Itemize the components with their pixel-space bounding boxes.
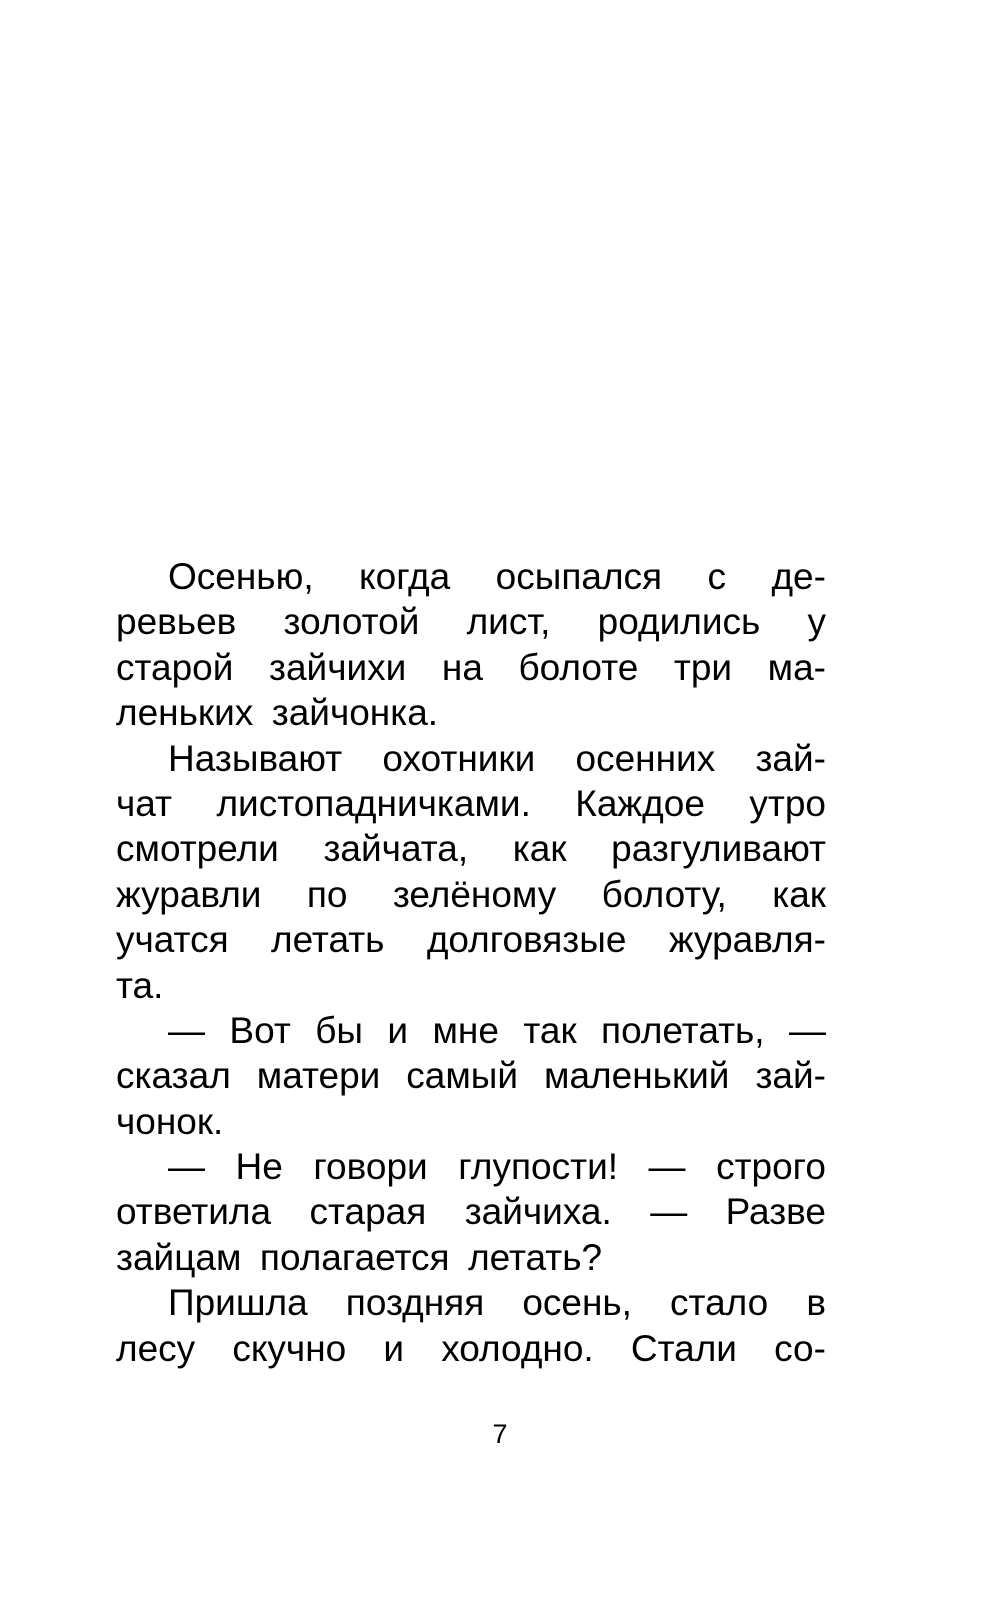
word: учатся — [116, 919, 229, 961]
word: зай- — [755, 737, 826, 779]
word: — — [650, 1191, 688, 1233]
word: де- — [771, 556, 826, 597]
word: старая — [309, 1191, 427, 1233]
word: — — [168, 1146, 205, 1188]
text-line — [116, 826, 826, 871]
text-line — [116, 645, 826, 690]
text-line — [116, 1280, 826, 1325]
word: в — [806, 1282, 826, 1324]
word: листопадничками. — [216, 782, 531, 824]
word: как — [772, 873, 826, 915]
word: строго — [716, 1146, 826, 1188]
word: Стали — [630, 1327, 737, 1369]
word: зайчонка. — [271, 692, 439, 734]
word: чат — [116, 782, 172, 824]
word: — — [789, 1009, 826, 1051]
word: осыпался — [495, 556, 663, 597]
body-text — [116, 554, 826, 1371]
word: Разве — [725, 1191, 826, 1233]
word: зайчихи — [269, 646, 407, 688]
word: утро — [749, 782, 826, 824]
word: лесу — [116, 1327, 196, 1369]
word: Не — [235, 1146, 283, 1188]
word: — — [648, 1146, 686, 1188]
word: ревьев — [116, 601, 237, 643]
word: болоту, — [601, 873, 727, 915]
word: матери — [256, 1055, 381, 1097]
text-line — [116, 554, 826, 599]
word: три — [673, 646, 733, 688]
word: болоте — [518, 646, 639, 688]
word: охотники — [382, 737, 536, 779]
word: осень, — [522, 1282, 632, 1324]
word: со- — [774, 1327, 826, 1369]
word: самый — [406, 1055, 519, 1097]
word: — — [168, 1009, 205, 1051]
word: та. — [116, 964, 164, 1006]
word: и — [387, 1009, 409, 1051]
word: сказал — [116, 1055, 231, 1097]
word: бы — [315, 1009, 363, 1051]
word: глупости! — [458, 1146, 619, 1188]
word: Пришла — [168, 1282, 308, 1324]
text-line — [116, 963, 826, 1008]
word: скучно — [232, 1327, 347, 1369]
word: говори — [313, 1146, 428, 1188]
word: журавля- — [668, 919, 826, 961]
text-line — [116, 1144, 826, 1189]
word: ответила — [116, 1191, 272, 1233]
word: чонок. — [116, 1100, 224, 1142]
word: мне — [432, 1009, 499, 1051]
word: зайчата, — [323, 828, 469, 870]
word: родились — [597, 601, 761, 643]
word: разгуливают — [611, 828, 826, 870]
text-line — [116, 599, 826, 644]
page-number: 7 — [492, 1419, 508, 1449]
word: смотрели — [116, 828, 279, 870]
word: ма- — [767, 646, 826, 688]
word: маленький — [544, 1055, 730, 1097]
text-line — [116, 781, 826, 826]
word: на — [441, 646, 483, 688]
word: зелёному — [392, 873, 557, 915]
word: стало — [670, 1282, 769, 1324]
word: лист, — [466, 601, 551, 643]
word: старой — [116, 646, 234, 688]
word: зай- — [755, 1055, 826, 1097]
word: по — [306, 873, 348, 915]
word: у — [807, 601, 826, 643]
word: леньких — [116, 692, 254, 734]
text-line — [116, 690, 826, 735]
word: с — [707, 556, 727, 597]
word: как — [512, 828, 567, 870]
word: летать — [270, 919, 385, 961]
word: холодно. — [441, 1327, 594, 1369]
word: полагается — [259, 1236, 450, 1278]
text-line — [116, 1189, 826, 1234]
word: Вот — [229, 1009, 291, 1051]
word: долговязые — [426, 919, 627, 961]
word: Называют — [168, 737, 343, 779]
text-line — [116, 736, 826, 781]
text-line — [116, 1235, 826, 1280]
text-line — [116, 1053, 826, 1098]
text-line — [116, 1326, 826, 1371]
word: полетать, — [601, 1009, 765, 1051]
word: зайчиха. — [464, 1191, 612, 1233]
word: Осенью, — [168, 556, 314, 597]
word: когда — [359, 556, 451, 597]
word: Каждое — [575, 782, 705, 824]
text-line — [116, 917, 826, 962]
word: золотой — [283, 601, 420, 643]
word: зайцам — [116, 1236, 242, 1278]
word: летать? — [468, 1236, 603, 1278]
word: так — [523, 1009, 577, 1051]
word: осенних — [575, 737, 716, 779]
text-line — [116, 872, 826, 917]
word: журавли — [116, 873, 262, 915]
text-line — [116, 1099, 826, 1144]
word: и — [383, 1327, 405, 1369]
text-line — [116, 1008, 826, 1053]
word: поздняя — [345, 1282, 485, 1324]
